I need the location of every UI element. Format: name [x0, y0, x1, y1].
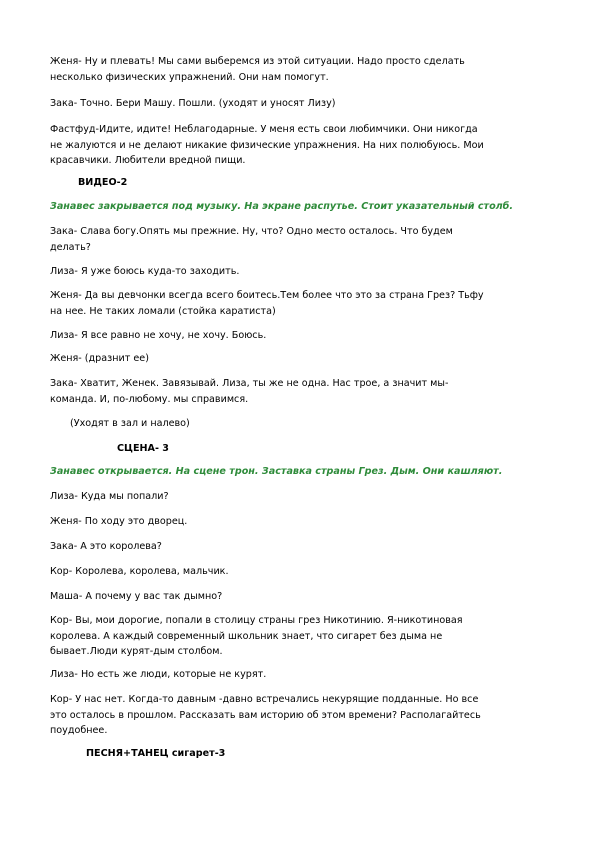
paragraph-queen-2: Кор- Вы, мои дорогие, попали в столицу страны грез Никотинию. Я-никотиновая королева. А каждый современный школьник знает, что сигарет без дыма не бывает.Люди курят-дым столбом.: [50, 615, 463, 657]
paragraph-fastfood: Фастфуд-Идите, идите! Неблагодарные. У меня есть свои любимчики. Они никогда не жалуются и не делают никакие физические упражнения. На них полюбуюсь. Мои красавчики. Любители вредной пищи.: [50, 124, 484, 166]
paragraph-zhenya-1: Женя- Ну и плевать! Мы сами выберемся из этой ситуации. Надо просто сделать несколько физических упражнений. Они нам помогут.: [50, 56, 465, 83]
paragraph-zhenya-2: Женя- Да вы девчонки всегда всего боитесь.Тем более что это за страна Грез? Тьфу на нее. Не таких ломали (стойка каратиста): [50, 290, 484, 317]
paragraph-masha-1: Маша- А почему у вас так дымно?: [50, 591, 223, 602]
paragraph-queen-1: Кор- Королева, королева, мальчик.: [50, 566, 229, 577]
paragraph-zaka-2: Зака- Слава богу.Опять мы прежние. Ну, что? Одно место осталось. Что будем делать?: [50, 226, 453, 253]
paragraph-liza-2: Лиза- Я все равно не хочу, не хочу. Боюсь.: [50, 330, 267, 341]
paragraph-zaka-3: Зака- Хватит, Женек. Завязывай. Лиза, ты же не одна. Нас трое, а значит мы- команда. И, по-любому. мы справимся.: [50, 378, 449, 405]
heading-song-dance: ПЕСНЯ+ТАНЕЦ сигарет-3: [86, 748, 226, 759]
stage-direction-curtain-close: Занавес закрывается под музыку. На экране распутье. Стоит указательный столб.: [50, 201, 514, 212]
paragraph-zaka-1: Зака- Точно. Бери Машу. Пошли. (уходят и уносят Лизу): [50, 98, 336, 109]
paragraph-queen-3: Кор- У нас нет. Когда-то давным -давно встречались некурящие подданные. Но все это осталось в прошлом. Рассказать вам историю об этом времени? Располагайтесь поудобнее.: [50, 694, 481, 736]
paragraph-liza-3: Лиза- Куда мы попали?: [50, 491, 169, 502]
paragraph-zhenya-4: Женя- По ходу это дворец.: [50, 516, 188, 527]
paragraph-liza-4: Лиза- Но есть же люди, которые не курят.: [50, 669, 267, 680]
heading-scene-3: СЦЕНА- 3: [117, 443, 169, 454]
paragraph-zaka-4: Зака- А это королева?: [50, 541, 162, 552]
paragraph-zhenya-3: Женя- (дразнит ее): [50, 353, 149, 364]
paragraph-liza-1: Лиза- Я уже боюсь куда-то заходить.: [50, 266, 240, 277]
exit-note: (Уходят в зал и налево): [70, 418, 190, 429]
heading-video: ВИДЕО-2: [78, 177, 128, 188]
stage-direction-curtain-open: Занавес открывается. На сцене трон. Заставка страны Грез. Дым. Они кашляют.: [50, 466, 503, 477]
